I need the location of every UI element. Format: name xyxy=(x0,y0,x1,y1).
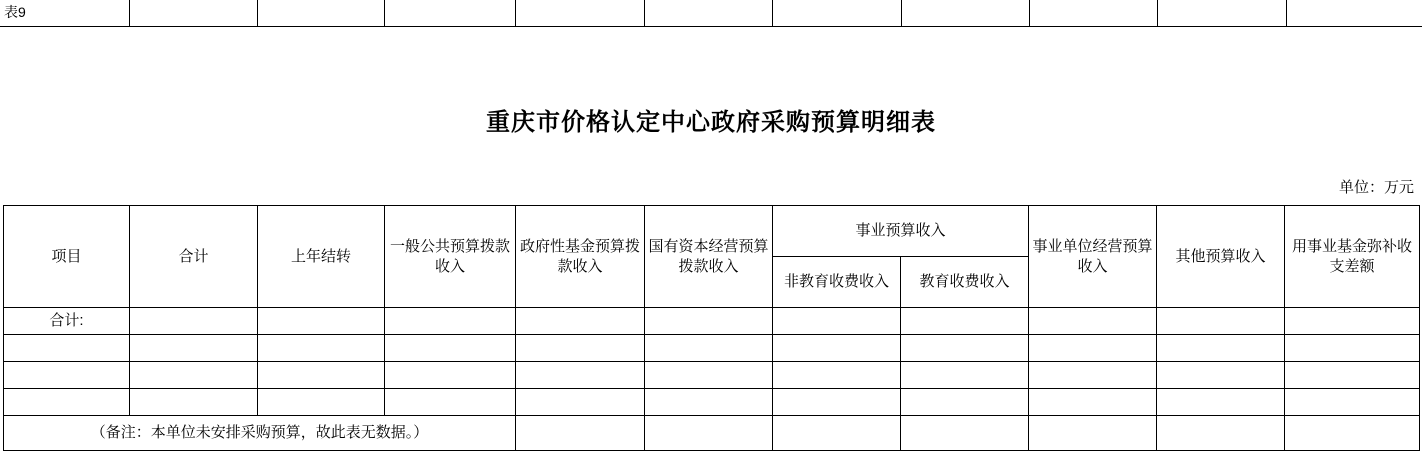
table-row xyxy=(4,389,1420,416)
table-row xyxy=(4,362,1420,389)
header-career-unit-operating: 事业单位经营预算收入 xyxy=(1029,206,1157,308)
cell xyxy=(258,335,385,362)
cell xyxy=(1285,416,1420,451)
header-career-budget-edu: 教育收费收入 xyxy=(901,257,1029,308)
cell xyxy=(1157,416,1285,451)
header-career-budget-income: 事业预算收入 xyxy=(773,206,1029,257)
cell xyxy=(1157,362,1285,389)
strip-cell xyxy=(385,0,516,26)
strip-cell xyxy=(1030,0,1158,26)
cell xyxy=(1029,362,1157,389)
cell xyxy=(130,308,258,335)
cell xyxy=(773,389,901,416)
cell xyxy=(773,416,901,451)
cell xyxy=(901,335,1029,362)
header-other-budget-income: 其他预算收入 xyxy=(1157,206,1285,308)
strip-cell xyxy=(1158,0,1287,26)
table-note-row xyxy=(4,416,1420,451)
cell xyxy=(645,416,773,451)
cell xyxy=(516,362,645,389)
cell xyxy=(901,416,1029,451)
header-item: 项目 xyxy=(4,206,130,308)
cell xyxy=(1285,362,1420,389)
cell xyxy=(773,308,901,335)
cell xyxy=(645,389,773,416)
procurement-budget-table xyxy=(3,205,1420,451)
cell xyxy=(645,335,773,362)
strip-cell xyxy=(516,0,645,26)
cell xyxy=(901,362,1029,389)
strip-cell xyxy=(773,0,902,26)
cell xyxy=(258,362,385,389)
cell xyxy=(1157,389,1285,416)
top-column-strip xyxy=(0,0,1422,27)
cell xyxy=(516,416,645,451)
header-total: 合计 xyxy=(130,206,258,308)
cell xyxy=(516,308,645,335)
table-note: （备注：本单位未安排采购预算，故此表无数据。） xyxy=(4,416,516,451)
cell xyxy=(1029,308,1157,335)
cell xyxy=(385,335,516,362)
strip-cell xyxy=(645,0,773,26)
cell xyxy=(258,389,385,416)
cell xyxy=(130,335,258,362)
cell xyxy=(645,308,773,335)
table-row xyxy=(4,308,1420,335)
cell xyxy=(1157,308,1285,335)
header-career-fund-supplement: 用事业基金弥补收支差额 xyxy=(1285,206,1420,308)
strip-cell xyxy=(902,0,1030,26)
cell xyxy=(385,389,516,416)
cell xyxy=(1029,389,1157,416)
cell xyxy=(130,362,258,389)
strip-cell xyxy=(258,0,385,26)
cell xyxy=(901,389,1029,416)
strip-cell xyxy=(130,0,258,26)
cell xyxy=(1029,335,1157,362)
strip-cell xyxy=(1287,0,1422,26)
table-row xyxy=(4,335,1420,362)
cell xyxy=(130,389,258,416)
budget-table-wrap xyxy=(3,205,1419,451)
cell xyxy=(258,308,385,335)
header-state-capital-budget: 国有资本经营预算拨款收入 xyxy=(645,206,773,308)
page-title: 重庆市价格认定中心政府采购预算明细表 xyxy=(486,109,936,136)
header-last-year-carryover: 上年结转 xyxy=(258,206,385,308)
cell xyxy=(516,335,645,362)
cell xyxy=(385,308,516,335)
cell xyxy=(773,362,901,389)
cell xyxy=(645,362,773,389)
header-gov-fund-budget: 政府性基金预算拨款收入 xyxy=(516,206,645,308)
row-label-total: 合计: xyxy=(4,308,130,335)
header-general-public-budget: 一般公共预算拨款收入 xyxy=(385,206,516,308)
unit-note: 单位：万元 xyxy=(1338,179,1414,196)
cell xyxy=(773,335,901,362)
row-label xyxy=(4,389,130,416)
row-label xyxy=(4,335,130,362)
table-header-row-1 xyxy=(4,206,1420,257)
cell xyxy=(516,389,645,416)
sheet-label: 表9 xyxy=(4,4,26,20)
row-label xyxy=(4,362,130,389)
cell xyxy=(1029,416,1157,451)
cell xyxy=(1157,335,1285,362)
strip-cell xyxy=(0,0,130,26)
cell xyxy=(385,362,516,389)
cell xyxy=(1285,308,1420,335)
header-career-budget-non-edu: 非教育收费收入 xyxy=(773,257,901,308)
cell xyxy=(1285,389,1420,416)
cell xyxy=(1285,335,1420,362)
cell xyxy=(901,308,1029,335)
